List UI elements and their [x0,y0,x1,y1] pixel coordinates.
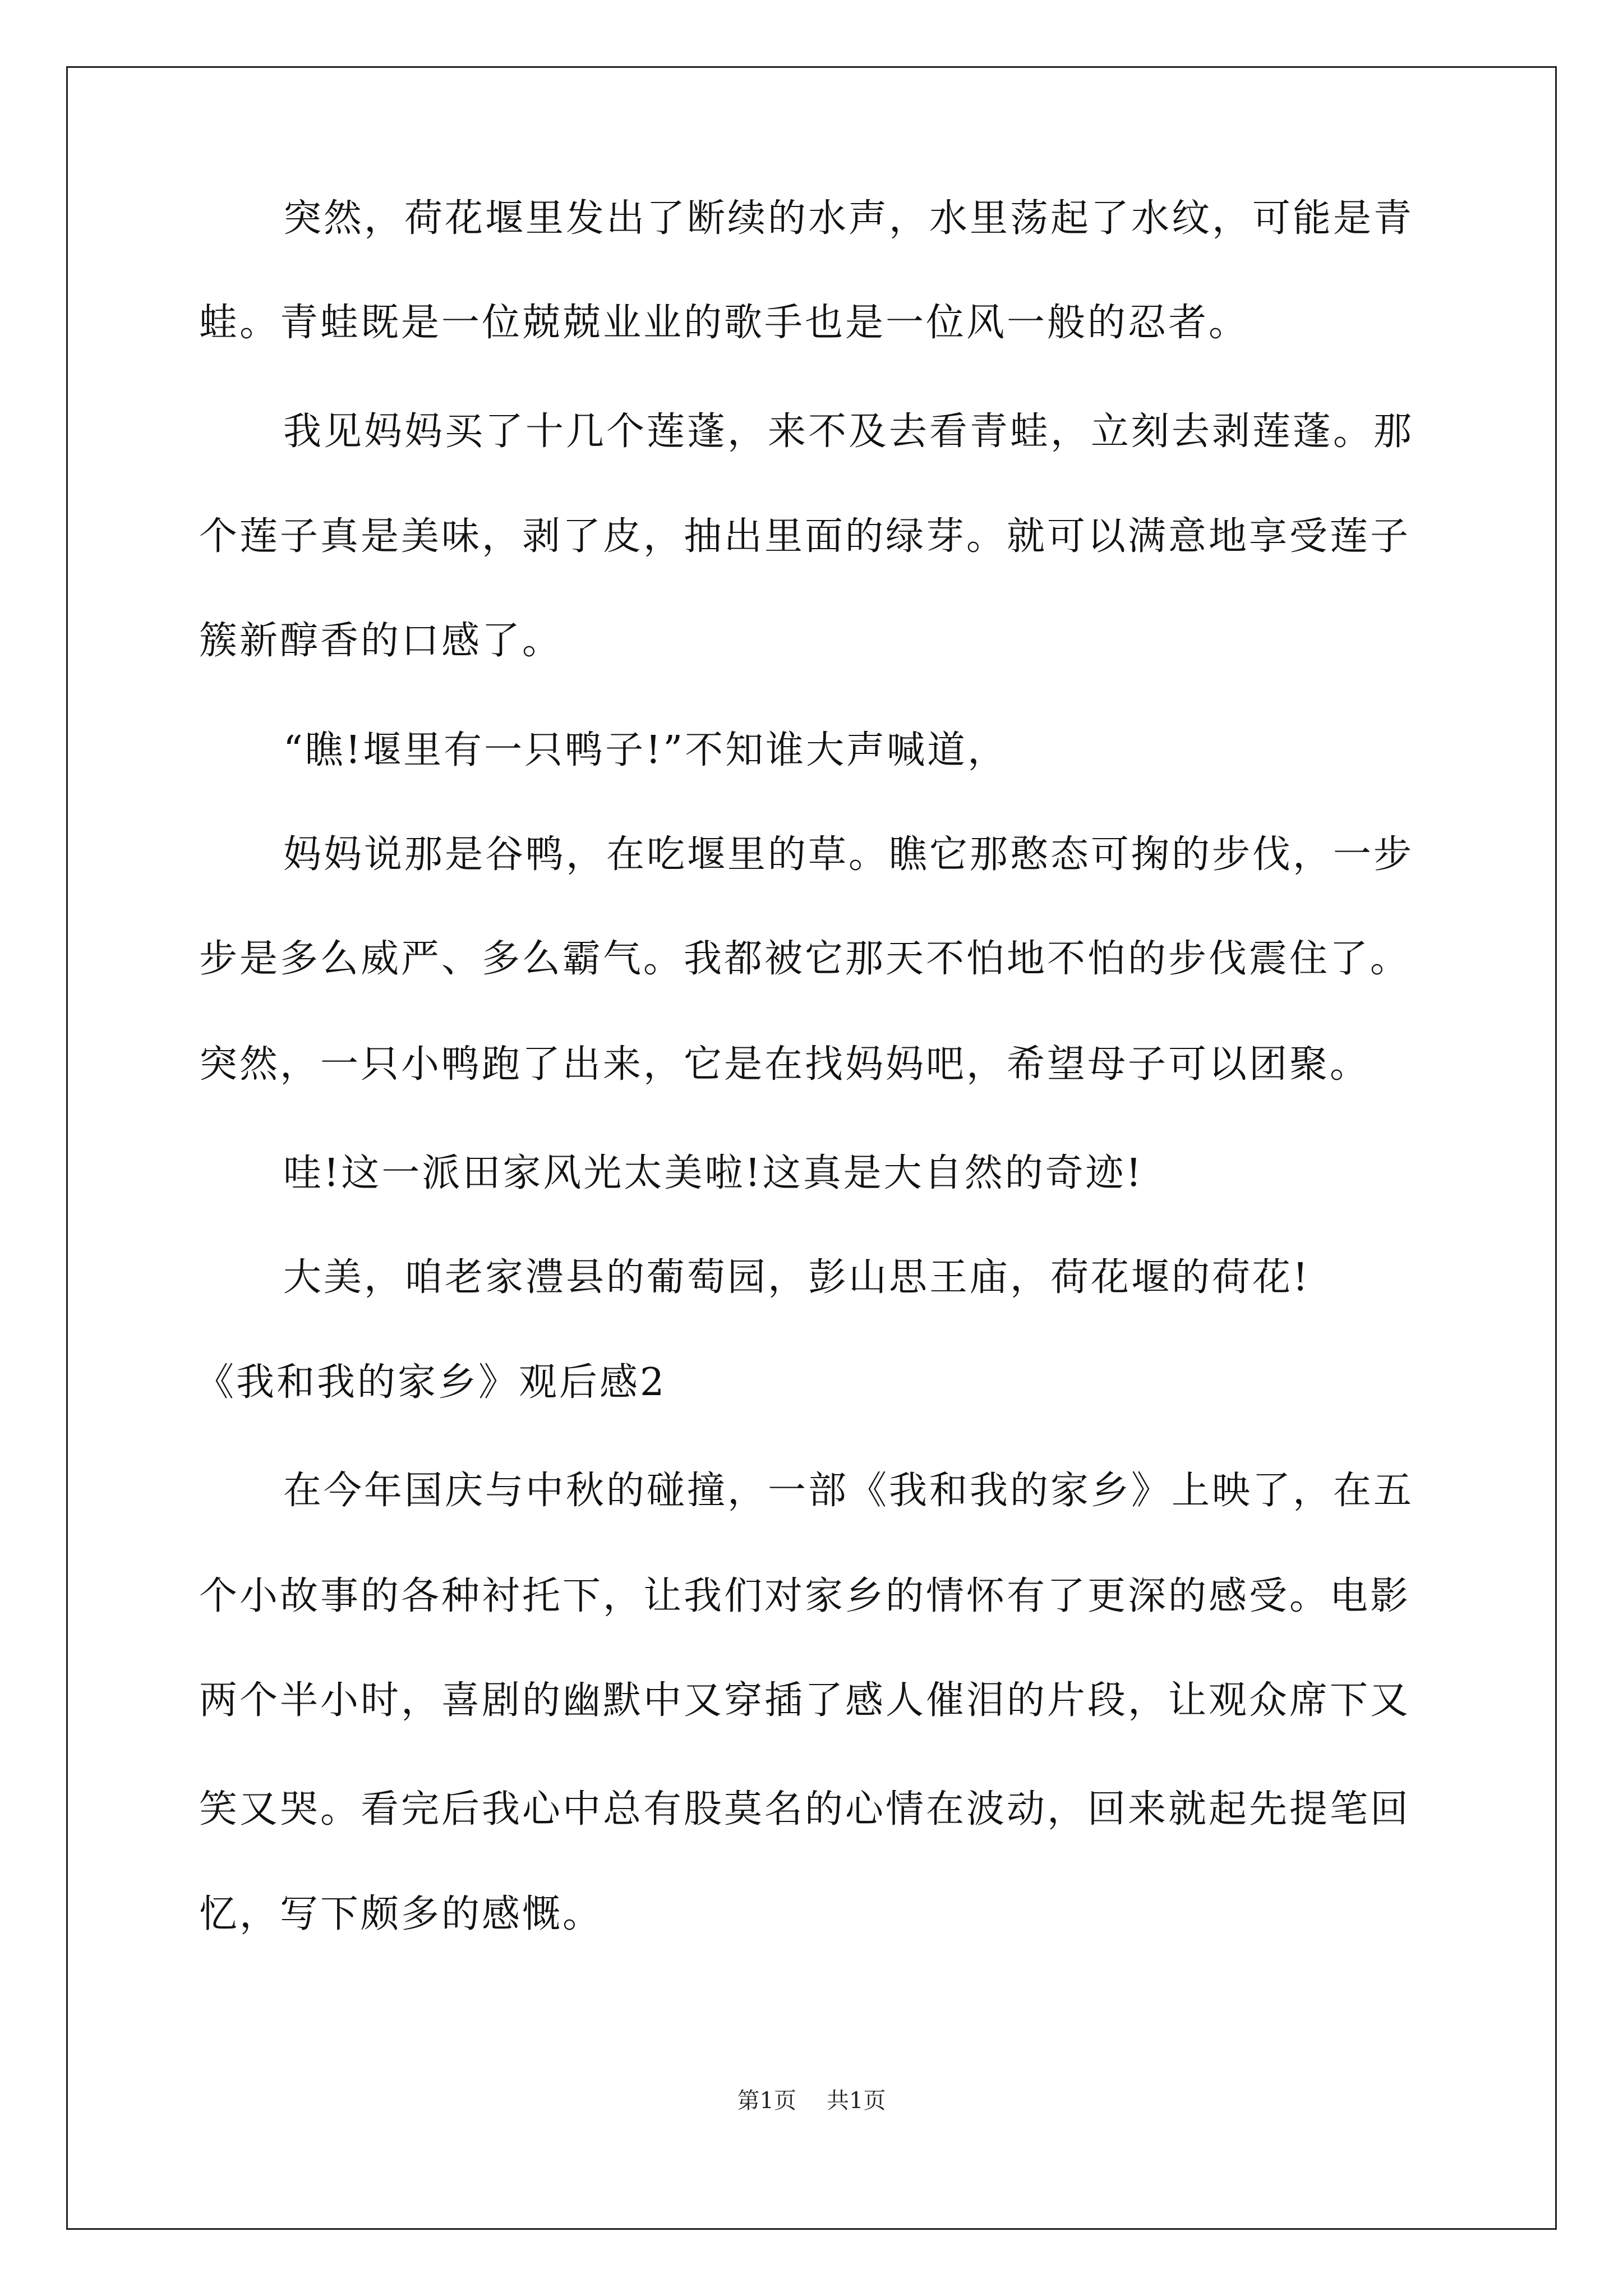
page-number: 第1页 [737,2088,796,2114]
section-heading: 《我和我的家乡》观后感2 [196,1360,667,1405]
paragraph-line: 我见妈妈买了十几个莲蓬，来不及去看青蛙，立刻去剥莲蓬。那 [283,409,1414,454]
paragraph-line: 哇!这一派田家风光太美啦!这真是大自然的奇迹! [283,1151,1144,1195]
paragraph-line: 大美，咱老家澧县的葡萄园，彭山思王庙，荷花堰的荷花! [283,1255,1311,1300]
paragraph-line: 忆，写下颇多的感慨。 [199,1892,603,1936]
paragraph-line: 笑又哭。看完后我心中总有股莫名的心情在波动，回来就起先提笔回 [199,1787,1411,1832]
paragraph-line: 在今年国庆与中秋的碰撞，一部《我和我的家乡》上映了，在五 [283,1469,1414,1513]
paragraph-line: 妈妈说那是谷鸭，在吃堰里的草。瞧它那憨态可掬的步伐，一步 [283,832,1414,877]
paragraph-line: 突然，荷花堰里发出了断续的水声，水里荡起了水纹，可能是青 [283,196,1414,241]
paragraph-line: “瞧!堰里有一只鸭子!”不知谁大声喊道， [283,728,1008,772]
paragraph-line: 蛙。青蛙既是一位兢兢业业的歌手也是一位风一般的忍者。 [199,301,1249,345]
paragraph-line: 个莲子真是美味，剥了皮，抽出里面的绿芽。就可以满意地享受莲子 [199,514,1411,559]
paragraph-line: 簇新醇香的口感了。 [199,619,563,663]
page-footer [0,2084,1623,2118]
paragraph-line: 两个半小时，喜剧的幽默中又穿插了感人催泪的片段，让观众席下又 [199,1678,1411,1723]
paragraph-line: 突然，一只小鸭跑了出来，它是在找妈妈吧，希望母子可以团聚。 [199,1042,1371,1087]
paragraph-line: 个小故事的各种衬托下，让我们对家乡的情怀有了更深的感受。电影 [199,1574,1411,1618]
page-total: 共1页 [827,2088,886,2114]
paragraph-line: 步是多么威严、多么霸气。我都被它那天不怕地不怕的步伐震住了。 [199,937,1411,981]
